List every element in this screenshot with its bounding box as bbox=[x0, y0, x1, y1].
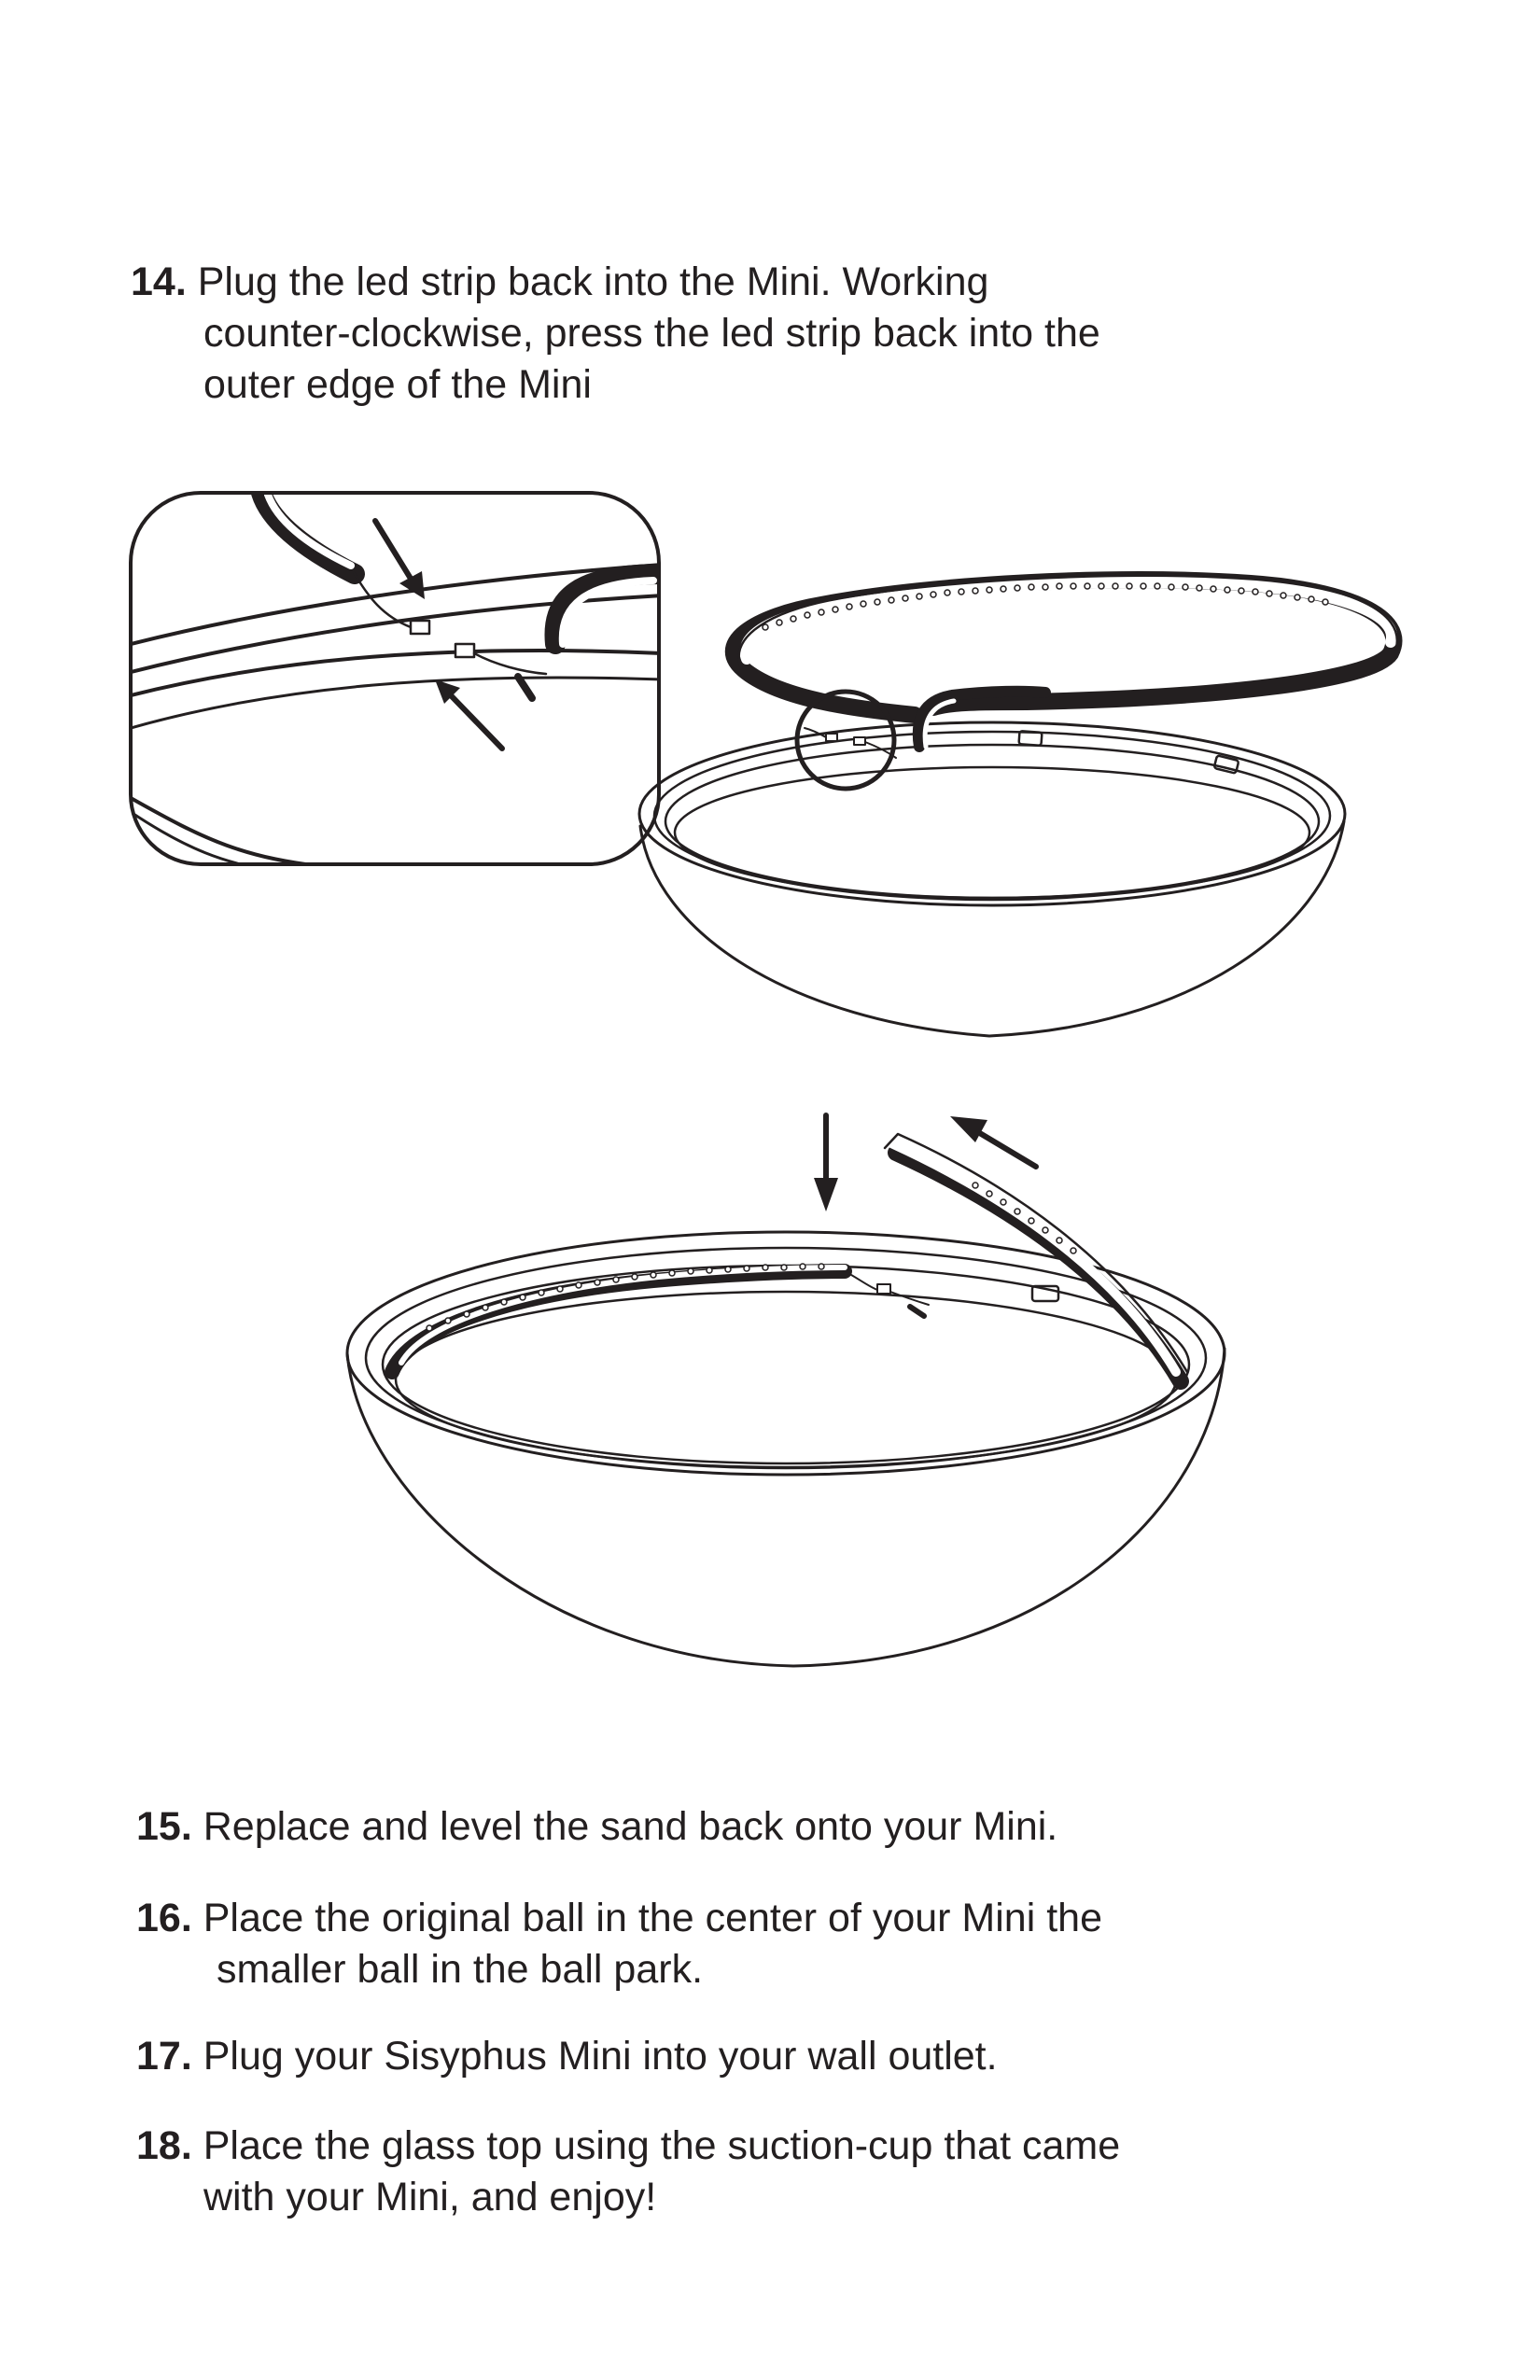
step-16-text-1: Place the original ball in the center of your Mini the bbox=[203, 1896, 1102, 1940]
step-18-line-1 bbox=[136, 2121, 1120, 2172]
step-15 bbox=[136, 1801, 1057, 1853]
step-18-number: 18. bbox=[136, 2123, 192, 2168]
step-17-number: 17. bbox=[136, 2034, 192, 2079]
step-17 bbox=[136, 2031, 998, 2082]
step-14-text-3: outer edge of the Mini bbox=[203, 362, 592, 407]
bowl-lower-body bbox=[347, 1349, 1225, 1666]
bowl-upper-body bbox=[640, 821, 1344, 1036]
step-14-text-2: counter-clockwise, press the led strip back into the bbox=[203, 311, 1100, 356]
bowl-upper-rim-outer bbox=[639, 722, 1345, 905]
step-15-number: 15. bbox=[136, 1804, 192, 1849]
connector-lower bbox=[877, 1284, 890, 1294]
bowl-lower-rim-inner bbox=[383, 1266, 1189, 1463]
bowl-lower-rim-middle bbox=[366, 1248, 1206, 1468]
step-15-line-1 bbox=[136, 1801, 1057, 1853]
step-15-text-1: Replace and level the sand back onto your Mini. bbox=[203, 1804, 1058, 1849]
step-16 bbox=[136, 1893, 1102, 1995]
step-17-text-1: Plug your Sisyphus Mini into your wall outlet. bbox=[203, 2034, 998, 2079]
arrow-up-left bbox=[978, 1132, 1036, 1167]
step-17-line-1 bbox=[136, 2031, 998, 2082]
led-strip-lifted-dots bbox=[763, 583, 1328, 630]
step-16-text-2: smaller ball in the ball park. bbox=[217, 1947, 704, 1992]
bowl-lower-illustration bbox=[347, 1115, 1225, 1666]
step-14-number: 14. bbox=[131, 259, 187, 304]
step-14-text-1: Plug the led strip back into the Mini. Working bbox=[197, 259, 989, 304]
zoom-detail-illustration bbox=[131, 493, 663, 873]
bowl-upper-illustration bbox=[639, 575, 1397, 1036]
step-16-line-1 bbox=[136, 1893, 1102, 1944]
step-16-number: 16. bbox=[136, 1896, 192, 1940]
led-strip-rising-band bbox=[896, 1153, 1181, 1381]
step-18-text-1: Place the glass top using the suction-cup that came bbox=[203, 2123, 1121, 2168]
step-18 bbox=[136, 2121, 1120, 2223]
bowl-upper-sand bbox=[675, 767, 1309, 898]
step-18-text-2: with your Mini, and enjoy! bbox=[203, 2175, 657, 2219]
